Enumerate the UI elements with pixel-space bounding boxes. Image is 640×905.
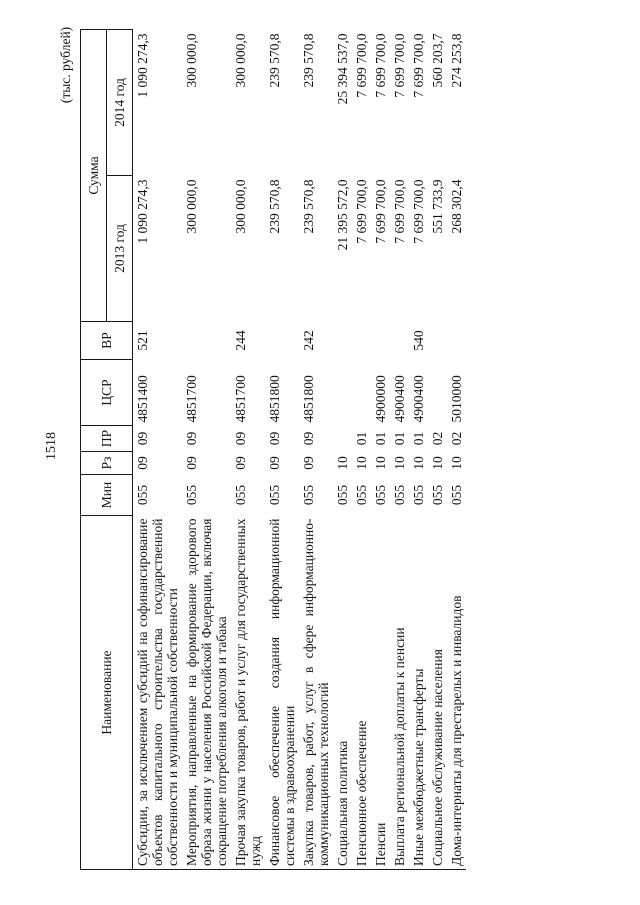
row-sum-2013: 7 699 700,0 — [411, 179, 426, 244]
row-vr: 540 — [411, 330, 426, 351]
row-pr: 09 — [301, 431, 316, 446]
header-csr: ЦСР — [81, 360, 133, 426]
table-body — [133, 29, 467, 869]
row-vr — [371, 322, 390, 360]
row-min: 055 — [335, 484, 350, 506]
row-sum-2014: 25 394 537,0 — [335, 33, 350, 105]
units-note-text: (тыс. рублей) — [58, 26, 73, 104]
row-vr — [352, 322, 371, 360]
row-sum-2013: 268 302,4 — [449, 179, 464, 234]
row-sum-2014: 560 203,7 — [430, 33, 445, 88]
row-pr: 09 — [184, 431, 199, 446]
row-csr — [352, 360, 371, 426]
table-row — [371, 29, 390, 869]
row-min: 055 — [354, 484, 369, 506]
header-pr: ПР — [81, 426, 133, 452]
row-pr: 01 — [392, 431, 407, 446]
row-csr: 4851800 — [267, 375, 282, 423]
row-rz: 10 — [430, 456, 445, 470]
row-rz: 09 — [267, 456, 282, 470]
header-min: Мин — [81, 475, 133, 516]
row-csr — [333, 360, 352, 426]
row-sum-2014: 239 570,8 — [267, 33, 282, 88]
row-sum-2014: 239 570,8 — [301, 33, 316, 88]
row-rz: 10 — [354, 456, 369, 470]
row-sum-2013: 551 733,9 — [430, 179, 445, 234]
row-name: Пенсионное обеспечение — [352, 516, 371, 870]
row-rz: 10 — [335, 456, 350, 470]
row-min: 055 — [135, 484, 150, 506]
budget-table — [80, 29, 466, 870]
page-number — [40, 426, 64, 466]
row-csr: 4851700 — [233, 375, 248, 423]
row-pr: 02 — [430, 431, 445, 446]
row-sum-2013: 7 699 700,0 — [392, 179, 407, 244]
row-rz: 09 — [233, 456, 248, 470]
row-vr — [333, 322, 352, 360]
row-sum-2014: 300 000,0 — [233, 33, 248, 88]
row-csr: 4851700 — [184, 375, 199, 423]
row-sum-2013: 7 699 700,0 — [354, 179, 369, 244]
row-sum-2014: 7 699 700,0 — [411, 33, 426, 98]
row-sum-2013: 300 000,0 — [233, 179, 248, 234]
row-csr: 5010000 — [449, 375, 464, 423]
table-row — [390, 29, 409, 869]
row-sum-2014: 7 699 700,0 — [354, 33, 369, 98]
budget-table-rotated — [80, 30, 570, 870]
row-sum-2014: 300 000,0 — [184, 33, 199, 88]
row-name: Прочая закупка товаров, работ и услуг для государственных нужд — [231, 516, 265, 870]
row-rz: 10 — [449, 456, 464, 470]
row-min: 055 — [301, 484, 316, 506]
row-pr: 09 — [233, 431, 248, 446]
row-name: Социальная политика — [333, 516, 352, 870]
row-vr — [265, 322, 299, 360]
table-row — [409, 29, 428, 869]
header-rz: Рз — [81, 452, 133, 475]
row-sum-2013: 7 699 700,0 — [373, 179, 388, 244]
row-min: 055 — [392, 484, 407, 506]
row-vr — [428, 322, 447, 360]
table-row — [299, 29, 333, 869]
row-min: 055 — [184, 484, 199, 506]
row-sum-2014: 7 699 700,0 — [373, 33, 388, 98]
row-rz: 10 — [373, 456, 388, 470]
row-vr — [182, 322, 231, 360]
row-vr: 521 — [135, 330, 150, 351]
row-rz: 09 — [135, 456, 150, 470]
row-sum-2013: 21 395 572,0 — [335, 179, 350, 251]
table-row — [265, 29, 299, 869]
header-sum: Сумма — [81, 29, 107, 321]
row-rz: 09 — [301, 456, 316, 470]
row-csr: 4900400 — [411, 375, 426, 423]
row-name: Закупка товаров, работ, услуг в сфере информационно-коммуникационных технологий — [299, 516, 333, 870]
row-pr: 09 — [267, 431, 282, 446]
row-name: Мероприятия, направленные на формирование здорового образа жизни у населения Российской Федерации, включая сокращение потребления алкоголя и табака — [182, 516, 231, 870]
row-sum-2014: 1 090 274,3 — [135, 33, 150, 98]
table-header — [81, 29, 133, 869]
row-sum-2013: 239 570,8 — [267, 179, 282, 234]
row-pr: 09 — [135, 431, 150, 446]
row-name: Пенсии — [371, 516, 390, 870]
row-sum-2013: 300 000,0 — [184, 179, 199, 234]
units-note — [54, 15, 78, 115]
table-row — [333, 29, 352, 869]
row-rz: 10 — [392, 456, 407, 470]
row-min: 055 — [411, 484, 426, 506]
row-min: 055 — [430, 484, 445, 506]
row-vr — [447, 322, 466, 360]
row-pr: 01 — [373, 431, 388, 446]
row-name: Субсидии, за исключением субсидий на софинансирование объектов капитального строительства государственной собственности и муниципальной собственности — [133, 516, 183, 870]
row-vr: 242 — [301, 330, 316, 351]
header-2013: 2013 год — [107, 176, 133, 322]
row-pr: 02 — [449, 431, 464, 446]
table-row — [428, 29, 447, 869]
row-sum-2013: 239 570,8 — [301, 179, 316, 234]
header-name: Наименование — [81, 516, 133, 870]
row-csr: 4851400 — [135, 375, 150, 423]
row-csr: 4900000 — [373, 375, 388, 423]
page-number-text: 1518 — [44, 432, 59, 460]
table-row — [231, 29, 265, 869]
row-sum-2014: 274 253,8 — [449, 33, 464, 88]
row-name: Финансовое обеспечение создания информационной системы в здравоохранении — [265, 516, 299, 870]
row-vr: 244 — [233, 330, 248, 351]
row-sum-2013: 1 090 274,3 — [135, 179, 150, 244]
row-csr: 4900400 — [392, 375, 407, 423]
table-row — [352, 29, 371, 869]
row-rz: 09 — [184, 456, 199, 470]
table-row — [133, 29, 183, 869]
header-2014: 2014 год — [107, 29, 133, 175]
row-min: 055 — [233, 484, 248, 506]
table-row — [447, 29, 466, 869]
header-vr: ВР — [81, 322, 133, 360]
row-csr — [428, 360, 447, 426]
row-pr: 01 — [411, 431, 426, 446]
row-name: Иные межбюджетные трансферты — [409, 516, 428, 870]
table-row — [182, 29, 231, 869]
row-name: Социальное обслуживание населения — [428, 516, 447, 870]
row-min: 055 — [373, 484, 388, 506]
row-name: Выплата региональной доплаты к пенсии — [390, 516, 409, 870]
row-rz: 10 — [411, 456, 426, 470]
row-csr: 4851800 — [301, 375, 316, 423]
row-pr — [333, 426, 352, 452]
row-name: Дома-интернаты для престарелых и инвалидов — [447, 516, 466, 870]
row-sum-2014: 7 699 700,0 — [392, 33, 407, 98]
row-min: 055 — [267, 484, 282, 506]
row-vr — [390, 322, 409, 360]
row-pr: 01 — [354, 431, 369, 446]
row-min: 055 — [449, 484, 464, 506]
